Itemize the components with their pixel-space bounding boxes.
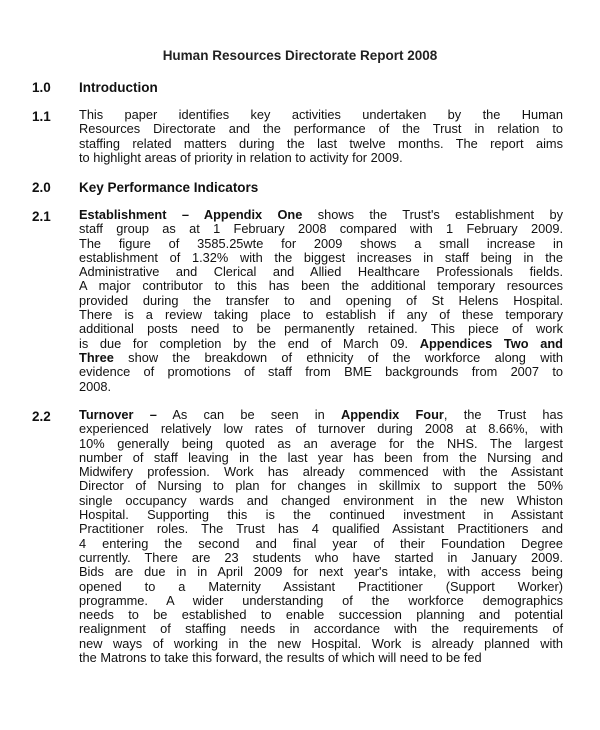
bold-reference: Appendix Four [340, 407, 444, 422]
bold-lead: Establishment – Appendix One [79, 207, 303, 222]
text-line: the Matrons to take this forward, the results of which will need to be fed [79, 650, 482, 666]
text-line: needs to be established to enable succession planning and potential [79, 607, 563, 623]
text-line: Establishment – Appendix One shows the Trust's establishment by [79, 207, 563, 222]
section-number: 1.0 [32, 80, 51, 95]
text-line: establishment of 1.32% with the biggest increases in staff being in the [79, 249, 563, 265]
text-line: realignment of staffing needs in accordance with the requirements of [79, 621, 563, 637]
text-line: Administrative and Clerical and Allied Healthcare Professionals fields. [79, 264, 563, 280]
bold-lead: Turnover – [79, 407, 157, 422]
text-line: Hospital. Supporting this is the continued investment in Assistant [79, 507, 563, 523]
paragraph-introduction [79, 108, 563, 165]
text-line: 10% generally being quoted as an average for the NHS. The largest [79, 435, 563, 451]
text-line: Turnover – As can be seen in Appendix Four, the Trust has [79, 407, 563, 422]
text-line: evidence of promotions of staff from BME backgrounds from 2007 to [79, 364, 563, 380]
text-line: experienced relatively low rates of turnover during 2008 at 8.66%, with [79, 421, 563, 437]
text-line: There is a review taking place to establish if any of these temporary [79, 307, 563, 323]
section-number: 2.1 [32, 209, 51, 224]
section-number: 2.2 [32, 409, 51, 424]
text-line: new ways of working in the new Hospital. Work is already planned with [79, 635, 563, 651]
section-heading: Introduction [79, 80, 158, 95]
paragraph-establishment [79, 208, 563, 394]
report-title: Human Resources Directorate Report 2008 [162, 48, 438, 63]
text-line: provided during the transfer to and opening of St Helens Hospital. [79, 292, 563, 308]
text-line: additional posts need to be permanently retained. This piece of work [79, 321, 563, 337]
text-line: staffing related matters during the last twelve months. The report aims [79, 135, 563, 151]
text-line: staff group as at 1 February 2008 compared with 1 February 2009. [79, 221, 563, 237]
text-line: Resources Directorate and the performance of the Trust in relation to [79, 121, 563, 137]
text-line: to highlight areas of priority in relation to activity for 2009. [79, 149, 403, 165]
text-line: The figure of 3585.25wte for 2009 shows a small increase in [79, 235, 563, 251]
section-number: 2.0 [32, 180, 51, 195]
text-line: 4 entering the second and final year of their Foundation Degree [79, 535, 563, 551]
text-line: Three show the breakdown of ethnicity of the workforce along with [79, 349, 563, 365]
text-line: opened to a Maternity Assistant Practitioner (Support Worker) [79, 578, 563, 594]
paragraph-turnover [79, 408, 563, 665]
bold-reference: Three [79, 349, 114, 365]
text-line: number of staff leaving in the last year has been from the Nursing and [79, 449, 563, 465]
text-line: currently. There are 23 students who have started in January 2009. [79, 549, 563, 565]
text-line: Midwifery profession. Work has already commenced with the Assistant [79, 464, 563, 480]
text-line: Bids are due in in April 2009 for next year's intake, with access being [79, 564, 563, 580]
text-line: single occupancy wards and changed environment in the new Whiston [79, 492, 563, 508]
text-line: This paper identifies key activities undertaken by the Human [79, 107, 563, 122]
bold-reference: Appendices Two and [419, 335, 563, 351]
section-number: 1.1 [32, 109, 51, 124]
section-heading: Key Performance Indicators [79, 180, 259, 195]
text-line: Director of Nursing to plan for changes in skillmix to support the 50% [79, 478, 563, 494]
text-line: is due for completion by the end of March 09. Appendices Two and [79, 335, 563, 351]
text-line: 2008. [79, 378, 112, 394]
text-line: Practitioner roles. The Trust has 4 qualified Assistant Practitioners and [79, 521, 563, 537]
text-line: A major contributor to this has been the additional temporary resources [79, 278, 563, 294]
text-line: programme. A wider understanding of the workforce demographics [79, 592, 563, 608]
